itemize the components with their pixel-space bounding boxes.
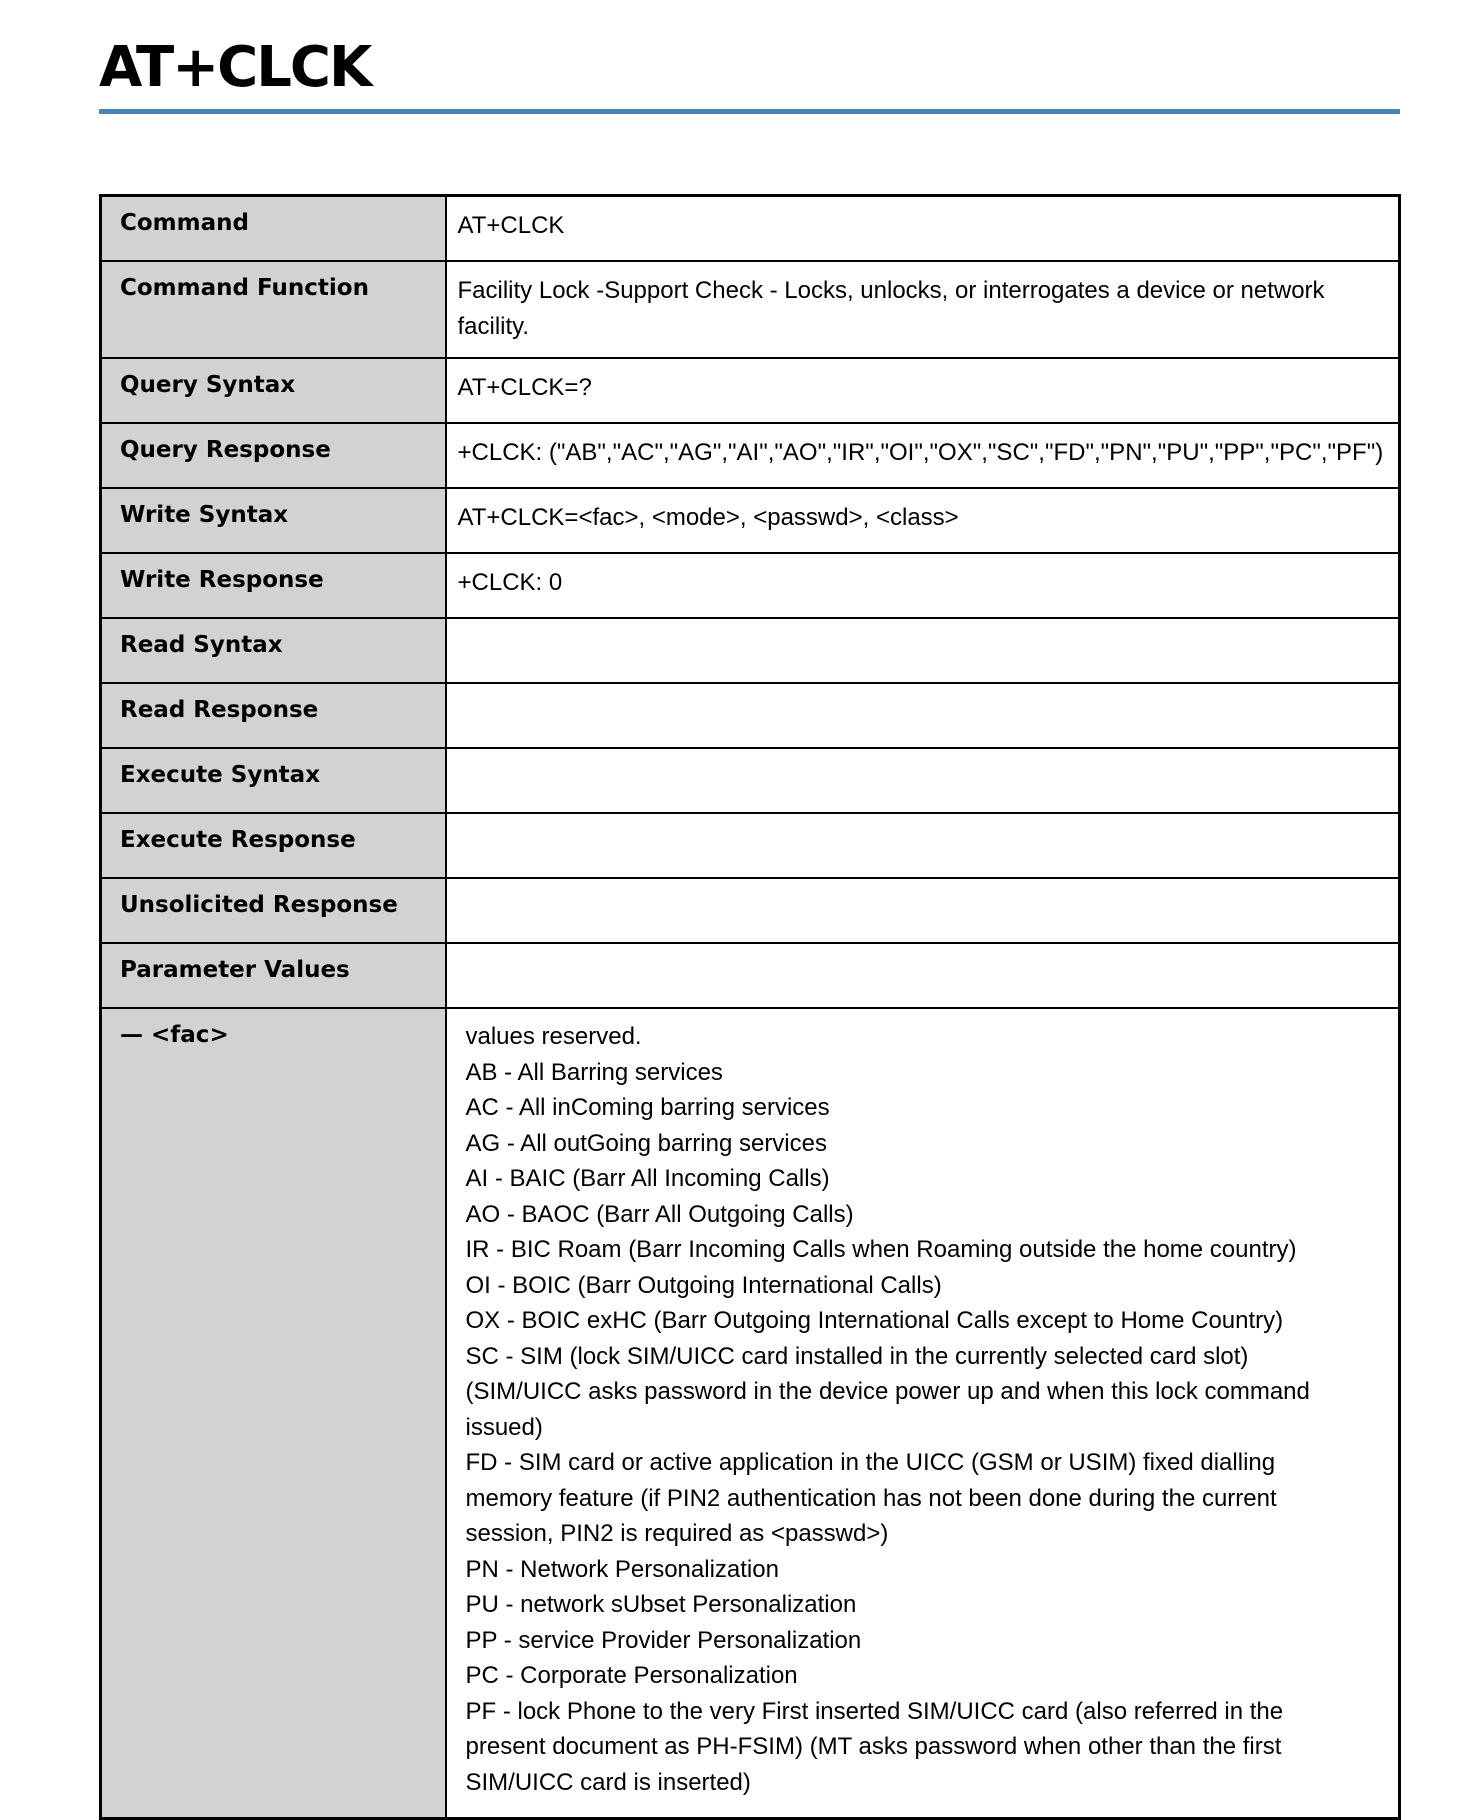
table-row-fac	[101, 1008, 1400, 1819]
fac-value-line: values reserved.	[465, 1023, 642, 1050]
fac-value-line: OX - BOIC exHC (Barr Outgoing International Calls except to Home Country)	[465, 1307, 1284, 1334]
row-label: Command	[101, 196, 446, 262]
title-underline	[99, 109, 1400, 114]
row-value	[446, 618, 1400, 683]
table-row-read-response	[101, 683, 1400, 748]
fac-value-line: AB - All Barring services	[465, 1058, 723, 1086]
row-value: AT+CLCK	[446, 196, 1400, 262]
command-spec-table	[99, 194, 1401, 1820]
fac-value-line: memory feature (if PIN2 authentication has not been done during the current	[465, 1484, 1277, 1512]
row-value	[446, 943, 1400, 1008]
row-label: Unsolicited Response	[101, 878, 446, 943]
fac-value-line: SC - SIM (lock SIM/UICC card installed in the currently selected card slot)	[465, 1342, 1249, 1370]
row-label: Execute Syntax	[101, 748, 446, 813]
table-row-command	[101, 196, 1400, 262]
fac-value-line: AI - BAIC (Barr All Incoming Calls)	[465, 1165, 830, 1192]
row-value: AT+CLCK=<fac>, <mode>, <passwd>, <class>	[446, 488, 1400, 553]
row-value: +CLCK: ("AB","AC","AG","AI","AO","IR","OI","OX","SC","FD","PN","PU","PP","PC","PF")	[446, 423, 1400, 488]
fac-value-line: FD - SIM card or active application in the UICC (GSM or USIM) fixed dialling	[465, 1449, 1276, 1476]
fac-label: — <fac>	[101, 1008, 446, 1819]
page-title: AT+CLCK	[99, 35, 371, 100]
fac-value-line: issued)	[465, 1413, 543, 1441]
fac-value-line: PN - Network Personalization	[465, 1555, 779, 1583]
fac-value-line: present document as PH-FSIM) (MT asks password when other than the first	[465, 1733, 1282, 1760]
row-label: Execute Response	[101, 813, 446, 878]
fac-value-line: IR - BIC Roam (Barr Incoming Calls when Roaming outside the home country)	[465, 1236, 1297, 1263]
table-row-query-response	[101, 423, 1400, 488]
fac-value-line: OI - BOIC (Barr Outgoing International Calls)	[465, 1271, 942, 1299]
row-value	[446, 748, 1400, 813]
row-label: Command Function	[101, 261, 446, 358]
fac-value-line: PP - service Provider Personalization	[465, 1626, 862, 1654]
fac-value-line: PU - network sUbset Personalization	[465, 1591, 857, 1618]
fac-value-line: SIM/UICC card is inserted)	[465, 1768, 751, 1796]
fac-values	[446, 1008, 1400, 1819]
row-value	[446, 878, 1400, 943]
fac-value-line: AO - BAOC (Barr All Outgoing Calls)	[465, 1200, 854, 1228]
table-row-write-response	[101, 553, 1400, 618]
row-value: +CLCK: 0	[446, 553, 1400, 618]
row-label: Query Syntax	[101, 358, 446, 423]
row-label: Read Syntax	[101, 618, 446, 683]
row-value: Facility Lock -Support Check - Locks, unlocks, or interrogates a device or network facility.	[446, 261, 1400, 358]
row-label: Write Response	[101, 553, 446, 618]
row-value	[446, 683, 1400, 748]
row-label: Parameter Values	[101, 943, 446, 1008]
row-label: Write Syntax	[101, 488, 446, 553]
table-row-command-function	[101, 261, 1400, 358]
table-row-write-syntax	[101, 488, 1400, 553]
row-label: Query Response	[101, 423, 446, 488]
table-row-parameter-values	[101, 943, 1400, 1008]
row-value: AT+CLCK=?	[446, 358, 1400, 423]
fac-value-line: PC - Corporate Personalization	[465, 1662, 798, 1689]
table-row-execute-response	[101, 813, 1400, 878]
row-value	[446, 813, 1400, 878]
fac-value-line: AG - All outGoing barring services	[465, 1129, 827, 1157]
table-row-unsolicited-response	[101, 878, 1400, 943]
fac-value-line: PF - lock Phone to the very First inserted SIM/UICC card (also referred in the	[465, 1697, 1284, 1725]
table-row-execute-syntax	[101, 748, 1400, 813]
row-label: Read Response	[101, 683, 446, 748]
table-row-query-syntax	[101, 358, 1400, 423]
fac-value-line: (SIM/UICC asks password in the device power up and when this lock command	[465, 1378, 1310, 1405]
fac-value-line: session, PIN2 is required as <passwd>)	[465, 1520, 889, 1547]
fac-value-line: AC - All inComing barring services	[465, 1094, 830, 1121]
table-row-read-syntax	[101, 618, 1400, 683]
